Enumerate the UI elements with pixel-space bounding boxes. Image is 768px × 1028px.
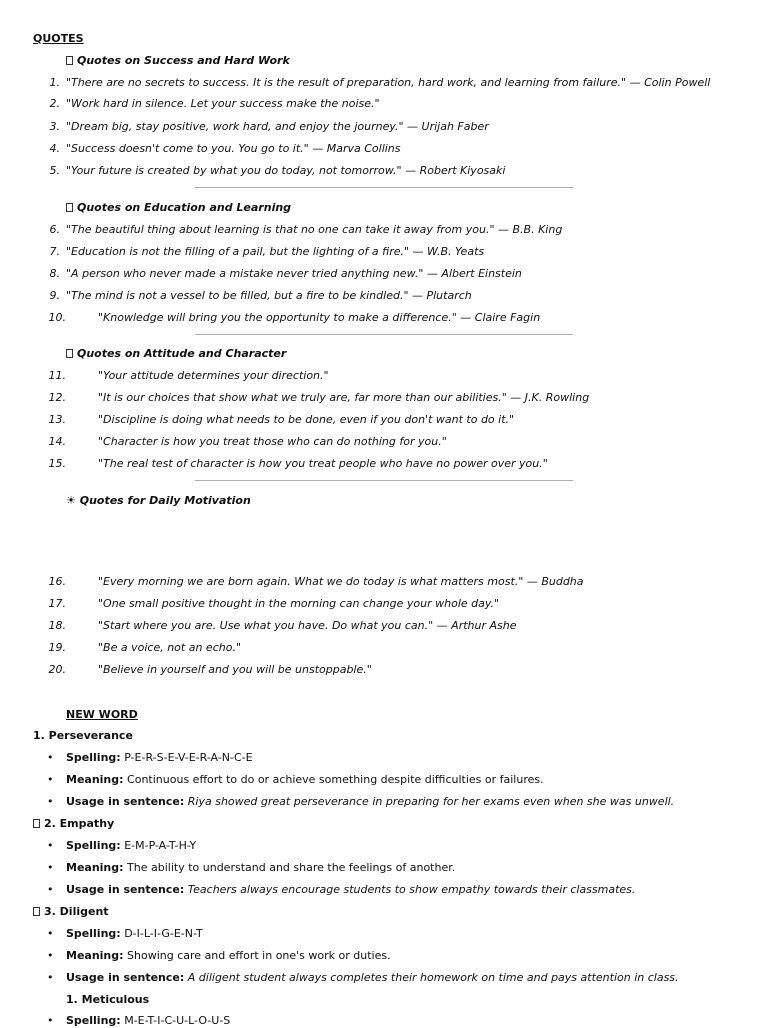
quote-number: 17.: [48, 597, 66, 610]
divider: [195, 187, 573, 188]
word-usage: Usage in sentence: Teachers always encourage students to show empathy towards their classmates.: [66, 883, 636, 896]
quote-text: "A person who never made a mistake never tried anything new." — Albert Einstein: [66, 267, 522, 280]
bullet-icon: •: [47, 927, 54, 940]
word-title: 2. Empathy: [33, 817, 114, 831]
quote-text: "Character is how you treat those who can do nothing for you.": [98, 435, 447, 448]
quote-text: "Your future is created by what you do today, not tomorrow." — Robert Kiyosaki: [66, 164, 506, 177]
quote-number: 2.: [49, 97, 60, 110]
quote-number: 6.: [49, 223, 60, 236]
bullet-icon: •: [47, 773, 54, 786]
bullet-icon: •: [47, 949, 54, 962]
bullet-icon: •: [47, 971, 54, 984]
quote-number: 7.: [49, 245, 60, 258]
word-spelling: Spelling: M-E-T-I-C-U-L-O-U-S: [66, 1014, 231, 1027]
quote-text: "Dream big, stay positive, work hard, and enjoy the journey." — Urijah Faber: [66, 120, 489, 133]
quote-text: "Success doesn't come to you. You go to it." — Marva Collins: [66, 142, 401, 155]
bullet-icon: •: [47, 795, 54, 808]
word-meaning: Meaning: The ability to understand and share the feelings of another.: [66, 861, 456, 874]
section-heading-attitude: Quotes on Attitude and Character: [66, 347, 286, 361]
quote-number: 16.: [48, 575, 66, 588]
quote-text: "There are no secrets to success. It is the result of preparation, hard work, and learning from failure." — Colin Powell: [66, 76, 711, 89]
quote-number: 10.: [48, 311, 66, 324]
quote-text: "Work hard in silence. Let your success make the noise.": [66, 97, 380, 110]
section-heading-education: Quotes on Education and Learning: [66, 201, 291, 215]
box-glyph-icon: [33, 907, 40, 916]
quote-text: "Be a voice, not an echo.": [98, 641, 242, 654]
quote-text: "Discipline is doing what needs to be done, even if you don't want to do it.": [98, 413, 515, 426]
quote-text: "Education is not the filling of a pail, but the lighting of a fire." — W.B. Yeats: [66, 245, 485, 258]
quote-number: 18.: [48, 619, 66, 632]
section-heading-daily-motivation: ☀ Quotes for Daily Motivation: [66, 494, 251, 507]
word-meaning: Meaning: Showing care and effort in one's work or duties.: [66, 949, 391, 962]
bullet-icon: •: [47, 751, 54, 764]
quote-text: "Start where you are. Use what you have. Do what you can." — Arthur Ashe: [98, 619, 517, 632]
box-glyph-icon: [66, 56, 73, 65]
word-title: 1. Meticulous: [66, 993, 150, 1006]
quote-number: 4.: [49, 142, 60, 155]
quote-text: "The beautiful thing about learning is that no one can take it away from you." — B.B. King: [66, 223, 563, 236]
quote-text: "Every morning we are born again. What we do today is what matters most." — Buddha: [98, 575, 584, 588]
word-title: 1. Perseverance: [33, 729, 133, 742]
quote-number: 3.: [49, 120, 60, 133]
quote-text: "One small positive thought in the morning can change your whole day.": [98, 597, 500, 610]
quote-number: 19.: [48, 641, 66, 654]
quote-number: 14.: [48, 435, 66, 448]
quote-text: "Believe in yourself and you will be unstoppable.": [98, 663, 372, 676]
quote-text: "Knowledge will bring you the opportunity to make a difference." — Claire Fagin: [98, 311, 541, 324]
quote-text: "The mind is not a vessel to be filled, but a fire to be kindled." — Plutarch: [66, 289, 472, 302]
quote-number: 11.: [48, 369, 66, 382]
quote-text: "It is our choices that show what we truly are, far more than our abilities." — J.K. Rowling: [98, 391, 590, 404]
bullet-icon: •: [47, 1014, 54, 1027]
bullet-icon: •: [47, 883, 54, 896]
quote-number: 9.: [49, 289, 60, 302]
quote-number: 15.: [48, 457, 66, 470]
quote-number: 12.: [48, 391, 66, 404]
section-heading-success: Quotes on Success and Hard Work: [66, 54, 290, 68]
bullet-icon: •: [47, 861, 54, 874]
word-usage: Usage in sentence: Riya showed great perseverance in preparing for her exams even when she was unwell.: [66, 795, 675, 808]
word-spelling: Spelling: D-I-L-I-G-E-N-T: [66, 927, 203, 940]
quote-number: 8.: [49, 267, 60, 280]
quote-number: 13.: [48, 413, 66, 426]
word-title: 3. Diligent: [33, 905, 109, 919]
quote-number: 20.: [48, 663, 66, 676]
divider: [195, 480, 573, 481]
quote-number: 1.: [49, 76, 60, 89]
word-usage: Usage in sentence: A diligent student always completes their homework on time and pays attention in class.: [66, 971, 679, 984]
word-spelling: Spelling: P-E-R-S-E-V-E-R-A-N-C-E: [66, 751, 253, 764]
divider: [195, 334, 573, 335]
quote-number: 5.: [49, 164, 60, 177]
quote-text: "The real test of character is how you treat people who have no power over you.": [98, 457, 548, 470]
quote-text: "Your attitude determines your direction.": [98, 369, 329, 382]
box-glyph-icon: [66, 349, 73, 358]
new-word-heading: NEW WORD: [66, 708, 138, 721]
page-title: QUOTES: [33, 32, 84, 45]
word-meaning: Meaning: Continuous effort to do or achieve something despite difficulties or failures.: [66, 773, 544, 786]
sun-icon: ☀: [66, 494, 76, 507]
box-glyph-icon: [66, 203, 73, 212]
box-glyph-icon: [33, 819, 40, 828]
bullet-icon: •: [47, 839, 54, 852]
word-spelling: Spelling: E-M-P-A-T-H-Y: [66, 839, 197, 852]
